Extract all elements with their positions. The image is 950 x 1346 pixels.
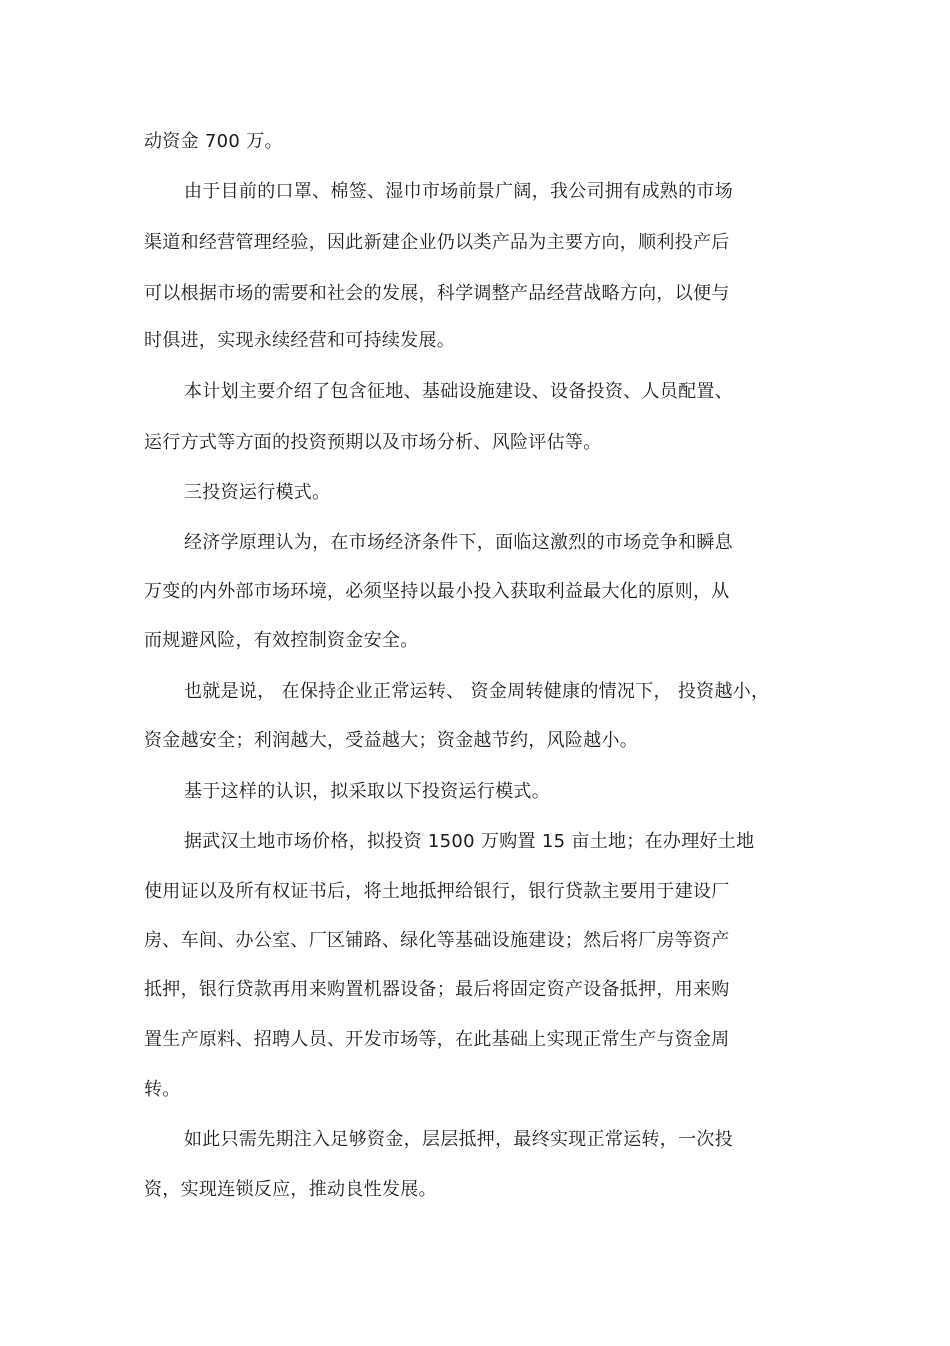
text-line: 如此只需先期注入足够资金，层层抵押，最终实现正常运转，一次投 — [184, 1129, 733, 1150]
text-line: 转。 — [144, 1079, 181, 1100]
text-line: 可以根据市场的需要和社会的发展，科学调整产品经营战略方向，以便与 — [144, 283, 730, 304]
text-line: 房、车间、办公室、厂区铺路、绿化等基础设施建设；然后将厂房等资产 — [144, 930, 730, 951]
text-line: 运行方式等方面的投资预期以及市场分析、风险评估等。 — [144, 432, 602, 453]
text-line: 基于这样的认识，拟采取以下投资运行模式。 — [184, 781, 550, 802]
text-line: 渠道和经营管理经验，因此新建企业仍以类产品为主要方向，顺利投产后 — [144, 232, 730, 253]
text-line: 置生产原料、招聘人员、开发市场等，在此基础上实现正常生产与资金周 — [144, 1029, 730, 1050]
text-line: 也就是说， 在保持企业正常运转、 资金周转健康的情况下， 投资越小， — [184, 681, 770, 702]
text-line: 而规避风险，有效控制资金安全。 — [144, 630, 419, 651]
text-line: 经济学原理认为，在市场经济条件下，面临这激烈的市场竞争和瞬息 — [184, 532, 733, 553]
text-line: 抵押，银行贷款再用来购置机器设备；最后将固定资产设备抵押，用来购 — [144, 979, 730, 1000]
text-line: 万变的内外部市场环境，必须坚持以最小投入获取利益最大化的原则，从 — [144, 581, 730, 602]
text-line: 由于目前的口罩、棉签、湿巾市场前景广阔，我公司拥有成熟的市场 — [184, 181, 733, 202]
text-line: 使用证以及所有权证书后，将土地抵押给银行，银行贷款主要用于建设厂 — [144, 881, 730, 902]
section-heading: 三投资运行模式。 — [184, 482, 331, 503]
text-line: 时俱进，实现永续经营和可持续发展。 — [144, 330, 456, 351]
text-line: 动资金 700 万。 — [144, 131, 283, 152]
text-line: 本计划主要介绍了包含征地、基础设施建设、设备投资、人员配置、 — [184, 381, 733, 402]
text-line: 据武汉土地市场价格，拟投资 1500 万购置 15 亩土地；在办理好土地 — [184, 831, 755, 852]
text-line: 资，实现连锁反应，推动良性发展。 — [144, 1179, 437, 1200]
text-line: 资金越安全；利润越大，受益越大；资金越节约，风险越小。 — [144, 730, 639, 751]
